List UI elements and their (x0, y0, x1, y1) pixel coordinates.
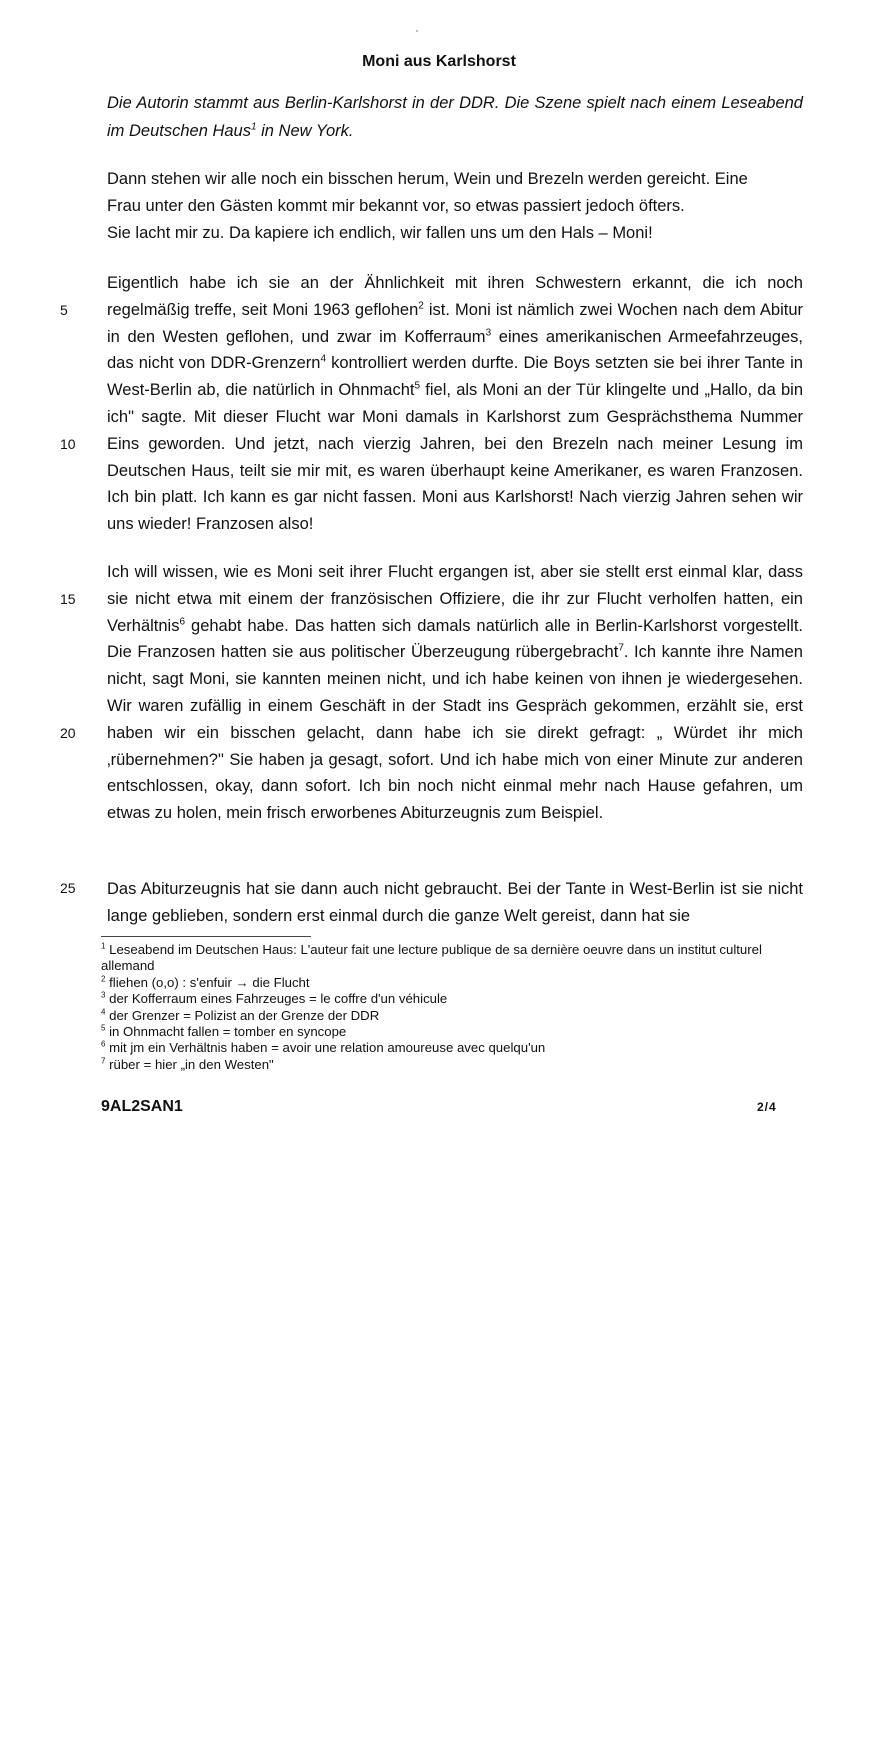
footnote-7 (101, 1057, 806, 1073)
footnote-number: 2 (101, 974, 106, 984)
paragraph-3-text: . Ich kannte ihre Namen nicht, sagt Moni, sie kannten meinen nicht, und ich habe keinen von ihnen je wiedergesehen. Wir waren zufällig in einem Geschäft in der Stadt ins Gespräch gekommen, erzählt sie, erst haben wir ein bisschen gelacht, dann habe ich sie direkt gefragt: „ Würdet ihr mich ‚rübernehmen?" Sie haben ja gesagt, sofort. Und ich habe mich von einer Minute zur anderen entschlossen, okay, dann sofort. Ich bin noch nicht einmal mehr nach Hause gefahren, um etwas zu holen, mein frisch erworbenes Abiturzeugnis zum Beispiel. (107, 643, 803, 823)
footnote-ref-3: 3 (485, 327, 492, 339)
footnote-text: der Grenzer = Polizist an der Grenze der DDR (109, 1007, 380, 1023)
footnote-4 (101, 1008, 806, 1024)
intro-text: Die Autorin stammt aus Berlin-Karlshorst in der DDR. Die Szene spielt nach einem Leseabend im Deutschen Haus (107, 94, 803, 140)
footnote-3 (101, 991, 806, 1007)
footnote-text: rüber = hier „in den Westen" (109, 1056, 274, 1072)
footnote-text: der Kofferraum eines Fahrzeuges = le coffre d'un véhicule (109, 991, 448, 1007)
document-code: 9AL2SAN1 (101, 1098, 183, 1115)
paragraph-3-text: gehabt habe. Das hatten sich damals natürlich alle in Berlin-Karlshorst vorgestellt. Die Franzosen hatten sie aus politischer Überzeugung rübergebracht (107, 616, 803, 662)
footnote-6 (101, 1040, 806, 1056)
footnote-text: fliehen (o,o) : s'enfuir → die Flucht (109, 974, 310, 990)
footnote-ref-6: 6 (179, 616, 186, 628)
page-title: Moni aus Karlshorst (362, 53, 516, 70)
paragraph-2 (107, 270, 803, 538)
footnote-number: 5 (101, 1023, 106, 1033)
footnote-number: 4 (101, 1007, 106, 1017)
footnote-number: 1 (101, 941, 106, 951)
paragraph-4-text: Das Abiturzeugnis hat sie dann auch nicht gebraucht. Bei der Tante in West-Berlin ist sie nicht lange geblieben, sondern erst einmal durch die ganze Welt gereist, dann hat sie (107, 880, 803, 925)
footnotes (101, 942, 806, 1073)
line-number: 15 (60, 591, 76, 607)
footnote-ref-5: 5 (414, 380, 421, 392)
paragraph-1-line-1: Dann stehen wir alle noch ein bisschen herum, Wein und Brezeln werden gereicht. Eine (107, 170, 748, 188)
paragraph-2-text: Eigentlich habe ich sie an der Ähnlichkeit mit ihren Schwestern erkannt, die ich noch regelmäßig treffe, seit Moni 1963 geflohen (107, 274, 803, 319)
footnote-ref-2: 2 (418, 300, 424, 312)
paragraph-3-text: Ich will wissen, wie es Moni seit ihrer Flucht ergangen ist, aber sie stellt erst einmal klar, dass sie nicht etwa mit einem der französischen Offiziere, die ihr zur Flucht verholfen hatten, ein Verhältnis (107, 563, 803, 635)
scan-mark (416, 30, 418, 32)
footnote-divider (101, 936, 311, 937)
paragraph-4 (107, 876, 803, 930)
footnote-ref-7: 7 (618, 642, 624, 654)
footnote-text: Leseabend im Deutschen Haus: L'auteur fait une lecture publique de sa dernière oeuvre dans un institut culturel allemand (101, 942, 762, 974)
footnote-text: in Ohnmacht fallen = tomber en syncope (109, 1024, 347, 1040)
intro-text-end: in New York. (256, 122, 354, 140)
footnote-ref-4: 4 (320, 353, 326, 365)
paragraph-2-text: ist. Moni ist nämlich zwei Wochen nach dem Abitur in den Westen geflohen, und zwar im Kofferraum (107, 300, 803, 346)
line-number: 25 (60, 880, 76, 896)
footnote-1 (101, 942, 806, 975)
paragraph-3 (107, 559, 803, 827)
footnote-number: 7 (101, 1056, 106, 1066)
paragraph-1 (107, 166, 803, 246)
footnote-5 (101, 1024, 806, 1040)
page-number: 2/4 (757, 1100, 777, 1114)
footnote-number: 6 (101, 1040, 106, 1050)
paragraph-1-line-2: Frau unter den Gästen kommt mir bekannt vor, so etwas passiert jedoch öfters. (107, 196, 685, 215)
line-number: 5 (60, 302, 68, 318)
paragraph-1-line-3: Sie lacht mir zu. Da kapiere ich endlich, wir fallen uns um den Hals – Moni! (107, 223, 653, 242)
paragraph-2-text: kontrolliert werden durfte. Die Boys setzten sie bei ihrer Tante in West-Berlin ab, die natürlich in Ohnmacht (107, 354, 803, 400)
footnote-2 (101, 975, 806, 991)
footnote-text: mit jm ein Verhältnis haben = avoir une relation amoureuse avec quelqu'un (109, 1040, 546, 1056)
paragraph-2-text: eines amerikanischen Armeefahrzeuges, das nicht von DDR-Grenzern (107, 327, 803, 373)
footnote-ref-1: 1 (250, 121, 257, 133)
paragraph-2-text: fiel, als Moni an der Tür klingelte und „Hallo, da bin ich" sagte. Mit dieser Flucht war Moni damals in Karlshorst zum Gesprächsthema Nummer Eins geworden. Und jetzt, nach vierzig Jahren, bei den Brezeln nach meiner Lesung im Deutschen Haus, teilt sie mir mit, es waren überhaupt keine Amerikaner, es waren Franzosen. Ich bin platt. Ich kann es gar nicht fassen. Moni aus Karlshorst! Nach vierzig Jahren sehen wir uns wieder! Franzosen also! (107, 381, 804, 534)
footnote-number: 3 (101, 990, 106, 1000)
intro-paragraph (107, 89, 803, 145)
line-number: 10 (60, 436, 76, 452)
line-number: 20 (60, 725, 76, 741)
